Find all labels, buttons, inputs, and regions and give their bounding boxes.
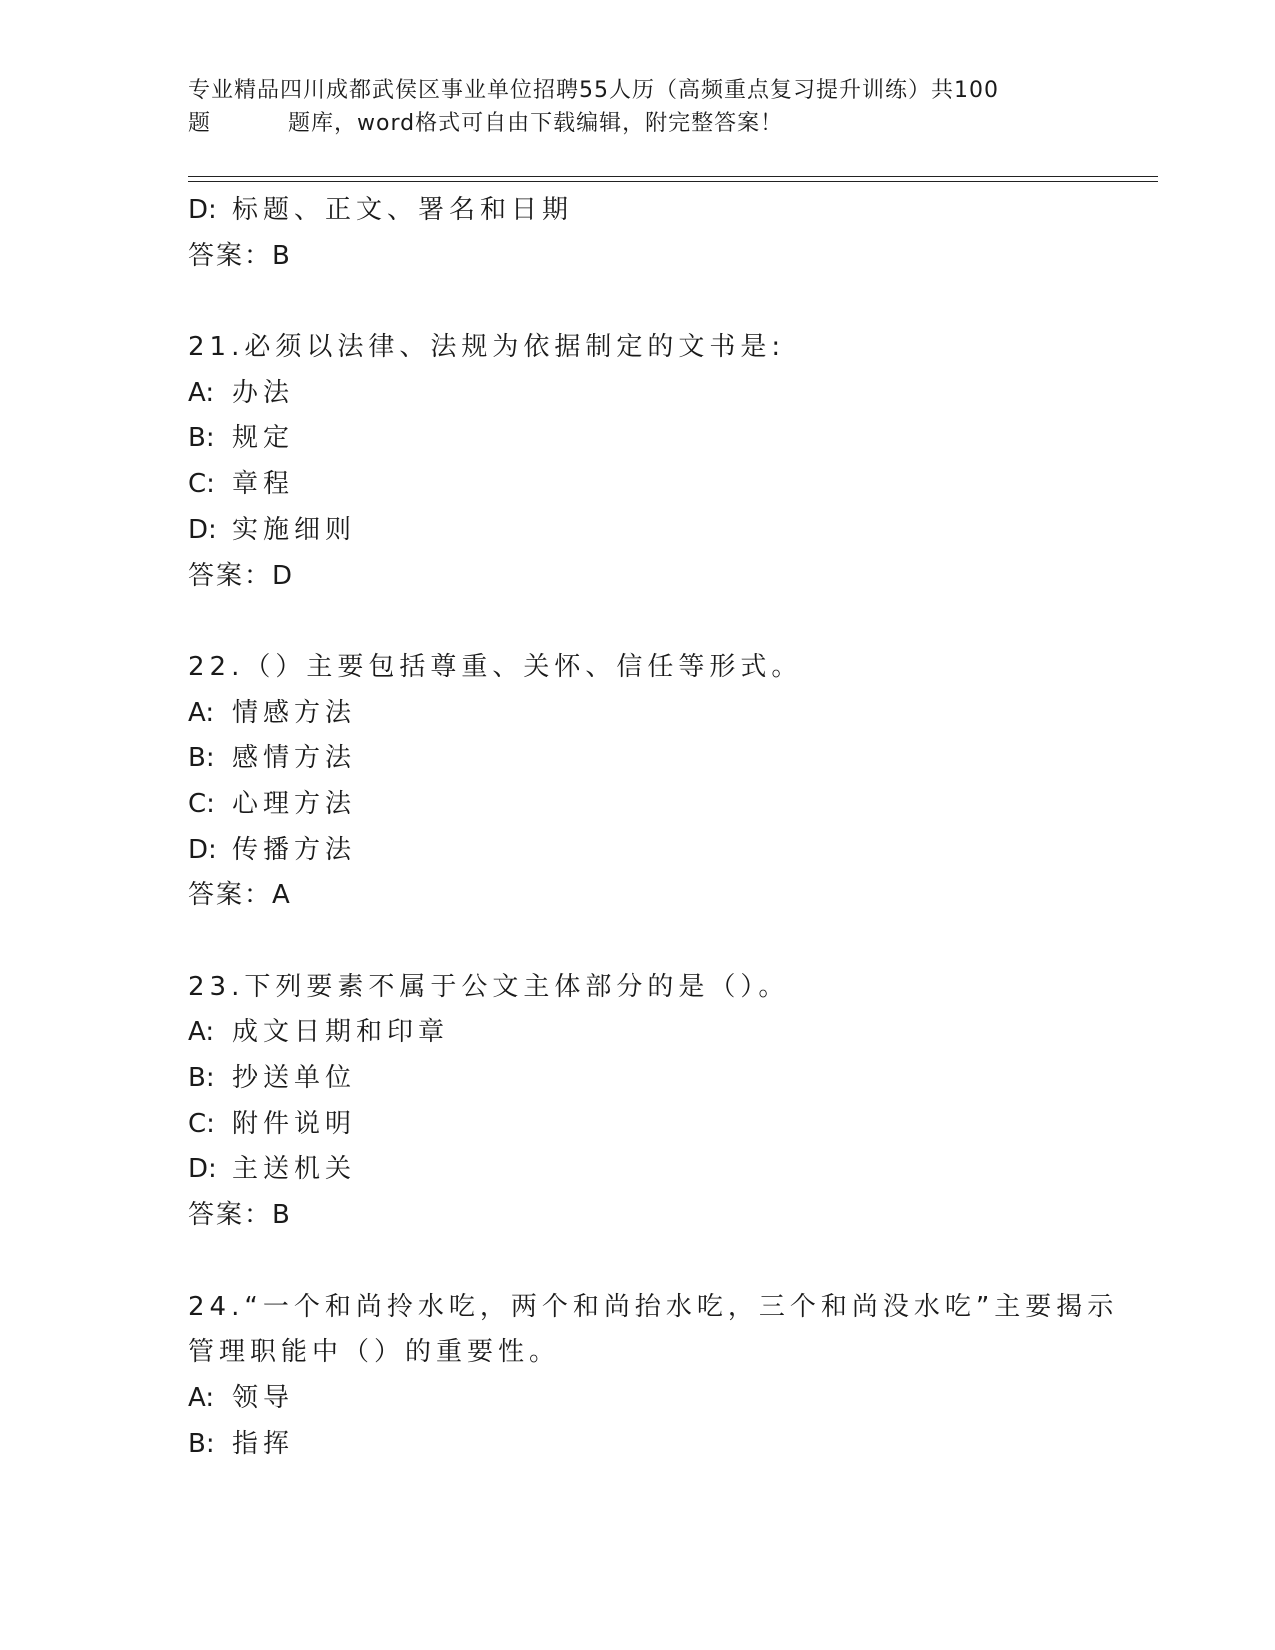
header-title-line2-left: 题 [188,111,212,136]
option-text: 情感方法 [232,697,357,728]
option-row [188,1376,1088,1422]
option-letter: C: [188,1108,215,1139]
option-row [188,1422,1088,1468]
option-row [188,1010,1088,1056]
option-letter: C: [188,788,215,819]
option-text: 办法 [232,377,295,408]
option-letter: B: [188,1063,215,1094]
spacer [188,599,1088,645]
option-letter: A: [188,377,215,408]
option-text: 领导 [232,1382,295,1413]
option-row [188,1056,1088,1102]
option-text: 附件说明 [232,1108,357,1139]
question-list [188,188,1119,1467]
option-row [188,371,1088,417]
option-row [188,416,1088,462]
page-header [188,74,1068,140]
question-title-line1: 24.“一个和尚拎水吃，两个和尚抬水吃，三个和尚没水吃”主要揭示 [188,1291,1119,1322]
header-title-line1: 专业精品四川成都武侯区事业单位招聘55人历（高频重点复习提升训练）共100 [188,78,999,103]
answer-line: 答案：B [188,240,292,271]
question-title-line2: 管理职能中（）的重要性。 [188,1337,561,1368]
option-text: 感情方法 [232,743,357,774]
option-text: 规定 [232,423,295,454]
option-letter: D: [188,834,217,865]
option-letter: D: [188,1154,217,1185]
option-row [188,691,1088,737]
option-text: 实施细则 [232,514,357,545]
option-text: 主送机关 [232,1154,357,1185]
header-title-line2 [188,107,1068,140]
option-text: 抄送单位 [232,1063,357,1094]
option-row [188,782,1088,828]
option-letter: C: [188,469,215,500]
option-text: 心理方法 [232,788,357,819]
header-divider-top [188,176,1158,177]
question-title: 22.（）主要包括尊重、关怀、信任等形式。 [188,651,803,682]
question-title: 21.必须以法律、法规为依据制定的文书是: [188,332,786,363]
spacer [188,279,1088,325]
option-letter: A: [188,1382,215,1413]
option-row [188,188,1088,234]
option-row [188,828,1088,874]
option-letter: D: [188,195,217,225]
option-row [188,1102,1088,1148]
option-text: 章程 [232,469,295,500]
option-row [188,462,1088,508]
option-letter: A: [188,1017,215,1048]
option-letter: B: [188,423,215,454]
option-letter: B: [188,1428,215,1459]
option-row [188,508,1088,554]
spacer [188,1239,1088,1285]
option-letter: D: [188,514,217,545]
spacer [188,919,1088,965]
option-text: 成文日期和印章 [232,1017,450,1048]
option-letter: A: [188,697,215,728]
header-divider-bottom [188,181,1158,182]
option-letter: B: [188,743,215,774]
option-text: 传播方法 [232,834,357,865]
option-row [188,1147,1088,1193]
answer-line: 答案：D [188,560,295,591]
option-text: 指挥 [232,1428,295,1459]
answer-line: 答案：B [188,1200,292,1231]
question-title: 23.下列要素不属于公文主体部分的是（）。 [188,971,790,1002]
option-text: 标题、正文、署名和日期 [232,195,574,225]
header-title-line2-right: 题库，word格式可自由下载编辑，附完整答案！ [288,111,784,136]
answer-line: 答案：A [188,880,292,911]
option-row [188,736,1088,782]
